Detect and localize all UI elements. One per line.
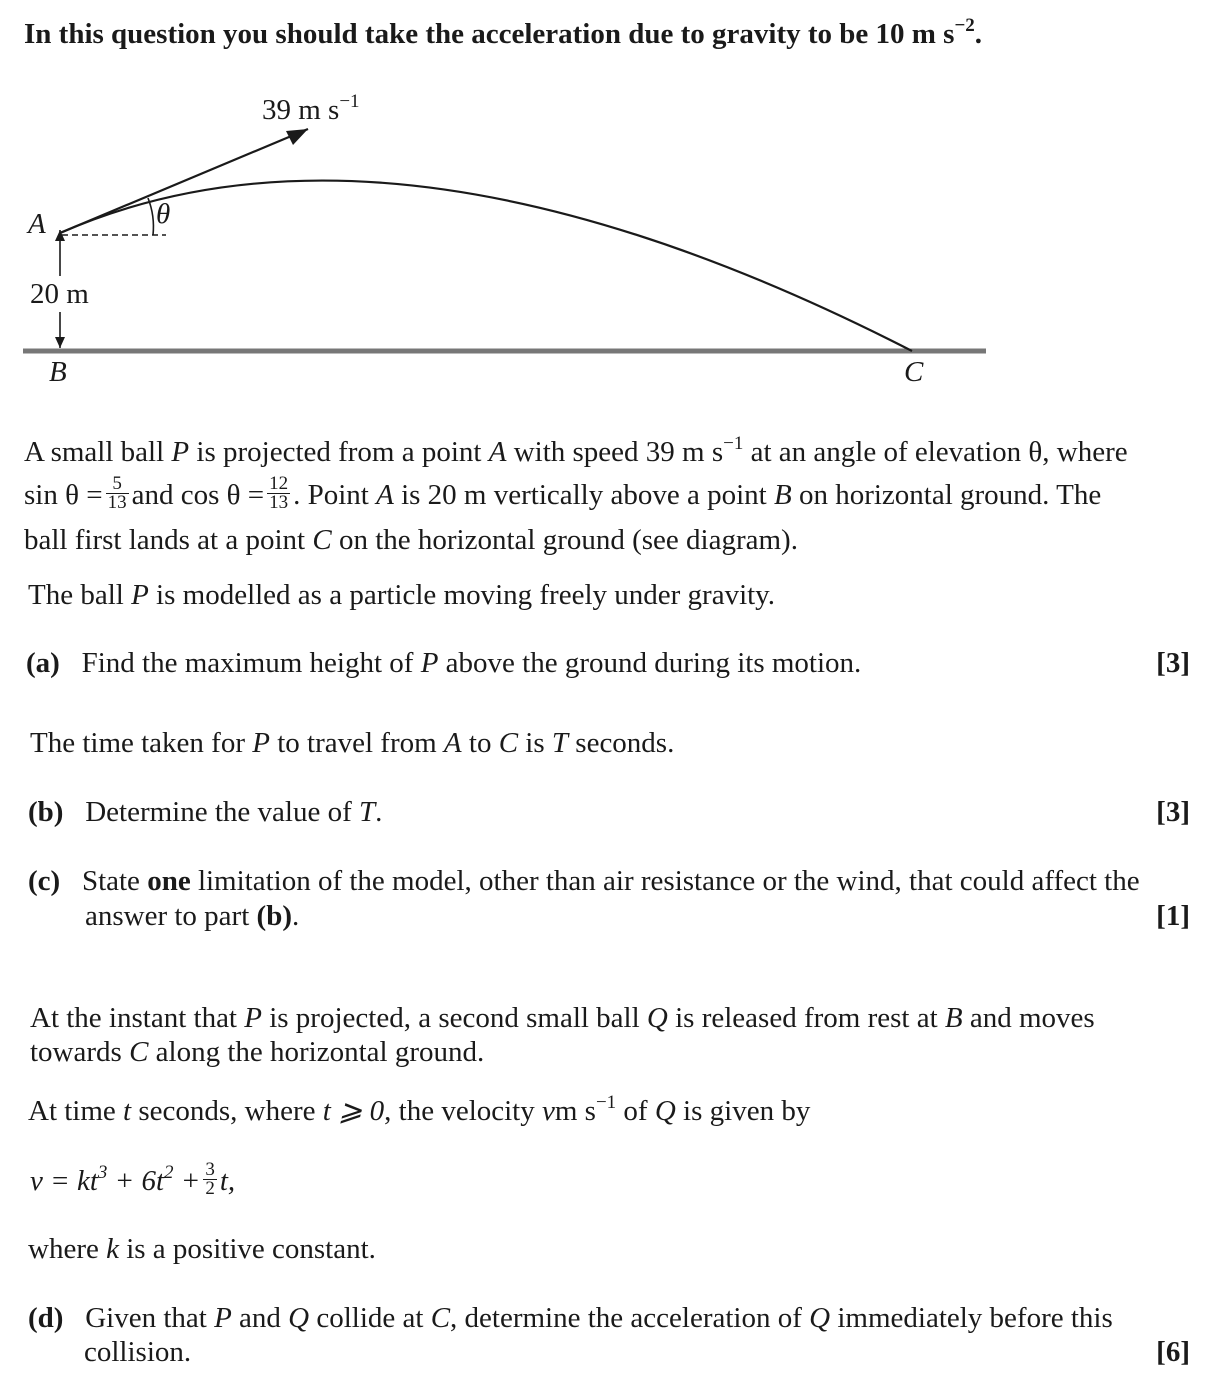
equation-fraction: $\frac{3}{2}$ [205,1158,215,1199]
model-statement: The ball P is modelled as a particle moving freely under gravity. [28,579,776,611]
velocity-arrow [60,129,308,233]
part-d-line-1: (d) Given that P and Q collide at C, determine the acceleration of Q immediately before this [28,1302,1113,1334]
point-a-label: A [28,208,46,240]
velocity-equation: $v = kt^3 + 6t^2$ + $\frac{3}{2}$ t, [30,1158,236,1199]
angle-arc [148,198,153,235]
velocity-arrowhead [286,129,308,145]
time-statement: The time taken for P to travel from A to C is T seconds. [30,727,675,759]
height-arrowhead-down [55,337,65,348]
point-b-label: B [49,356,67,388]
part-c-line-2: answer to part (b). [85,900,300,932]
part-b-marks: [3] [1156,796,1190,828]
velocity-statement: At time t seconds, where t ⩾ 0, the velocity vm $s^{-1}$ of Q is given by [28,1092,811,1127]
second-ball-line-2: towards C along the horizontal ground. [30,1036,485,1068]
trajectory-curve [60,181,912,351]
constant-statement: where k is a positive constant. [28,1233,376,1265]
part-a-marks: [3] [1156,647,1190,679]
part-a: (a) Find the maximum height of P above the ground during its motion. [26,647,862,679]
part-c-marks: [1] [1156,900,1190,932]
cos-fraction: $\frac{12}{13}$ [269,472,289,513]
point-c-label: C [904,356,924,388]
projectile-diagram [0,80,1000,400]
header-instruction: In this question you should take the acceleration due to gravity to be 10 m $s^{-2}$. [24,15,983,50]
intro-line-2: sin θ = $\frac{5}{13}$ and cos θ = $\frac{12}{13}$ . Point A is 20 m vertically above a point B on horizontal ground. The [24,472,1102,513]
speed-label: 39 m $s^{-1}$ [262,91,360,126]
diagram-svg [0,80,1000,400]
intro-line-1: A small ball P is projected from a point A with speed 39 m $s^{-1}$ at an angle of elevation θ, where [24,433,1128,468]
part-d-line-2: collision. [84,1336,192,1368]
second-ball-line-1: At the instant that P is projected, a second small ball Q is released from rest at B and moves [30,1002,1095,1034]
sin-fraction: $\frac{5}{13}$ [107,472,127,513]
height-label: 20 m [30,278,89,310]
angle-label: θ [156,198,171,230]
part-c-line-1: (c) State one limitation of the model, other than air resistance or the wind, that could affect the [28,865,1140,897]
intro-line-3: ball first lands at a point C on the horizontal ground (see diagram). [24,524,798,556]
part-d-marks: [6] [1156,1336,1190,1368]
part-b: (b) Determine the value of T. [28,796,383,828]
